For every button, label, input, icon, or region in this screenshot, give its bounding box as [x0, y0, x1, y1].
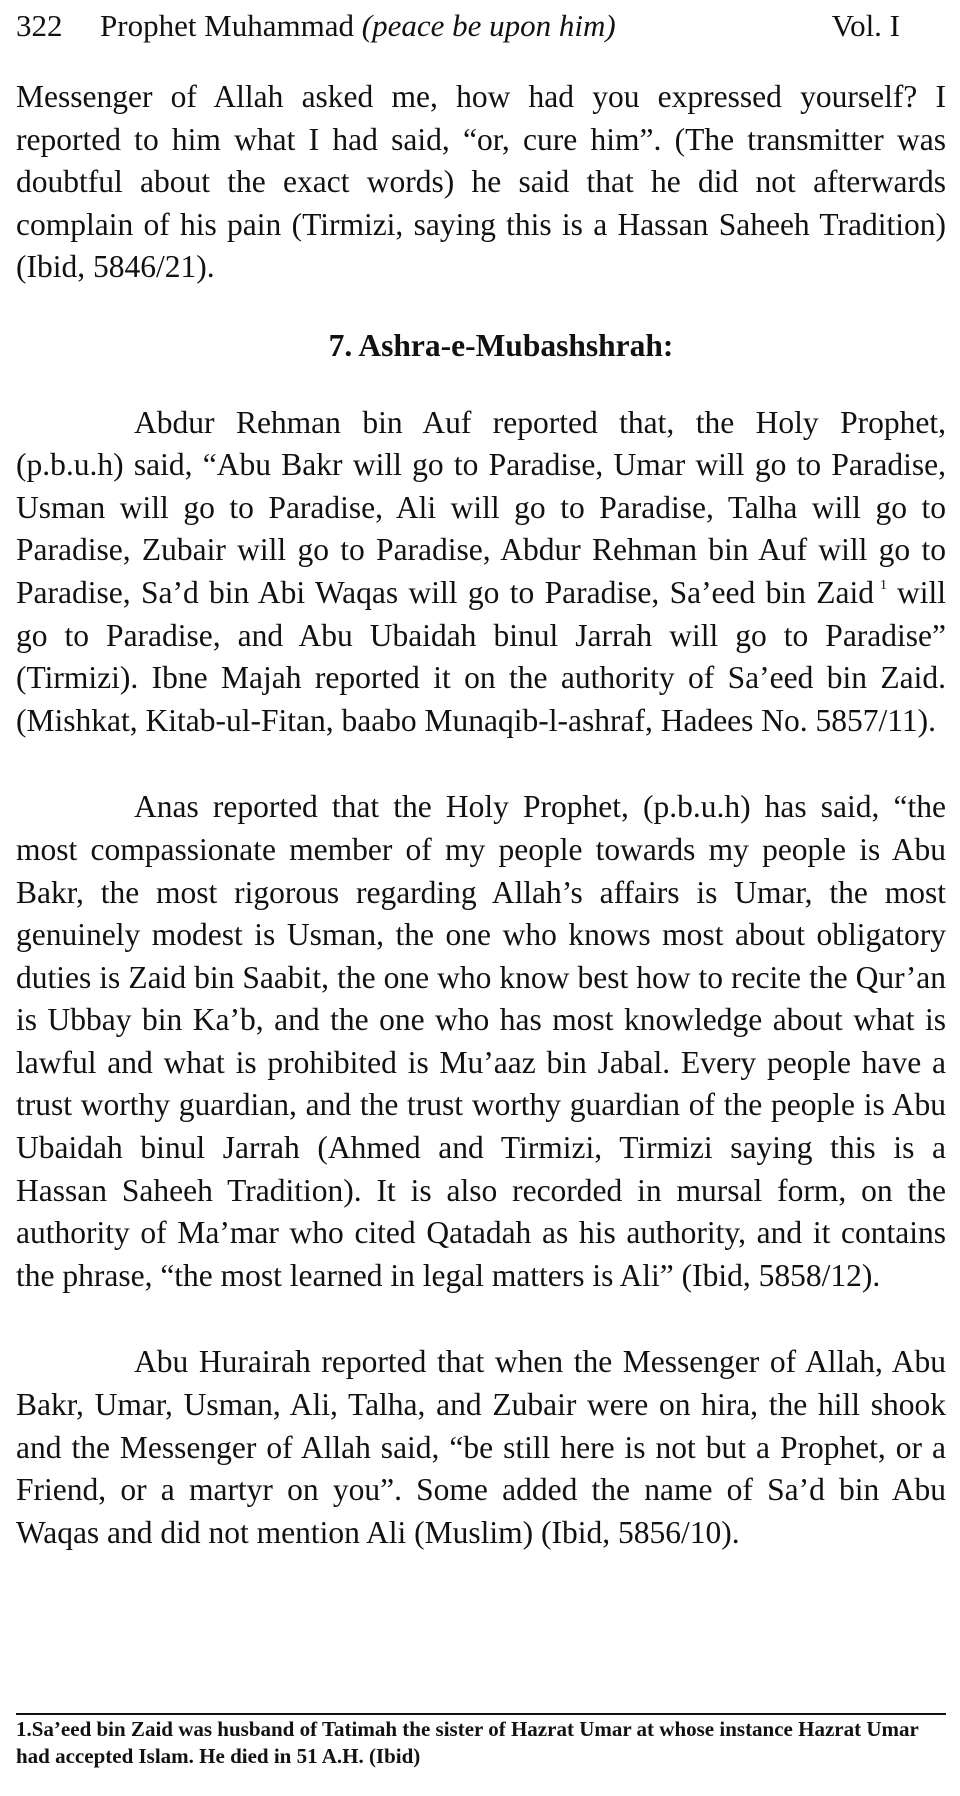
paragraph-ashra-part2: will go to Paradise, and Abu Ubaidah binul Jarrah will go to Paradise” (Tirmizi). Ibne Majah reported it on the authority of Sa’eed bin Zaid. (Mishkat, Kitab-ul-Fitan, baabo Munaqib-l-ashraf, Hadees No. 5857/11).: [16, 574, 946, 738]
book-title-honorific: (peace be upon him): [361, 8, 616, 43]
paragraph-ashra: [16, 402, 946, 743]
footnote-divider: [16, 1713, 946, 1715]
book-title-main: Prophet Muhammad: [100, 8, 362, 43]
page-number: 322: [16, 8, 63, 43]
book-title: [100, 6, 616, 46]
paragraph-abu-hurairah: Abu Hurairah reported that when the Messenger of Allah, Abu Bakr, Umar, Usman, Ali, Talha, and Zubair were on hira, the hill shook and the Messenger of Allah said, “be still here is not but a Prophet, or a Friend, or a martyr on you”. Some added the name of Sa’d bin Abu Waqas and did not mention Ali (Muslim) (Ibid, 5856/10).: [16, 1344, 946, 1550]
footnote-marker[interactable]: 1: [879, 577, 887, 593]
section-heading: 7. Ashra-e-Mubashshrah:: [328, 327, 674, 363]
paragraph-ashra-part1: Abdur Rehman bin Auf reported that, the Holy Prophet, (p.b.u.h) said, “Abu Bakr will go to Paradise, Umar will go to Paradise, Usman will go to Paradise, Ali will go to Paradise, Talha will go to Paradise, Zubair will go to Paradise, Abdur Rehman bin Auf will go to Paradise, Sa’d bin Abi Waqas will go to Paradise, Sa’eed bin Zaid: [16, 404, 946, 610]
continued-paragraph: Messenger of Allah asked me, how had you expressed yourself? I reported to him what I had said, “or, cure him”. (The transmitter was doubtful about the exact words) he said that he did not afterwards complain of his pain (Tirmizi, saying this is a Hassan Saheeh Tradition) (Ibid, 5846/21).: [16, 79, 946, 285]
footnote-text: 1.Sa’eed bin Zaid was husband of Tatimah the sister of Hazrat Umar at whose instance Hazrat Umar had accepted Islam. He died in 51 A.H. (Ibid): [16, 1717, 919, 1768]
page-body: [16, 76, 946, 1554]
volume-label: Vol. I: [831, 8, 900, 43]
running-header: [16, 6, 900, 46]
paragraph-anas: Anas reported that the Holy Prophet, (p.b.u.h) has said, “the most compassionate member of my people towards my people is Abu Bakr, the most rigorous regarding Allah’s affairs is Umar, the most genuinely modest is Usman, the one who knows most about obligatory duties is Zaid bin Saabit, the one who know best how to recite the Qur’an is Ubbay bin Ka’b, and the one who has most knowledge about what is lawful and what is prohibited is Mu’aaz bin Jabal. Every people have a trust worthy guardian, and the trust worthy guardian of the people is Abu Ubaidah binul Jarrah (Ahmed and Tirmizi, Tirmizi saying this is a Hassan Saheeh Tradition). It is also recorded in mursal form, on the authority of Ma’mar who cited Qatadah as his authority, and it contains the phrase, “the most learned in legal matters is Ali” (Ibid, 5858/12).: [16, 789, 946, 1293]
